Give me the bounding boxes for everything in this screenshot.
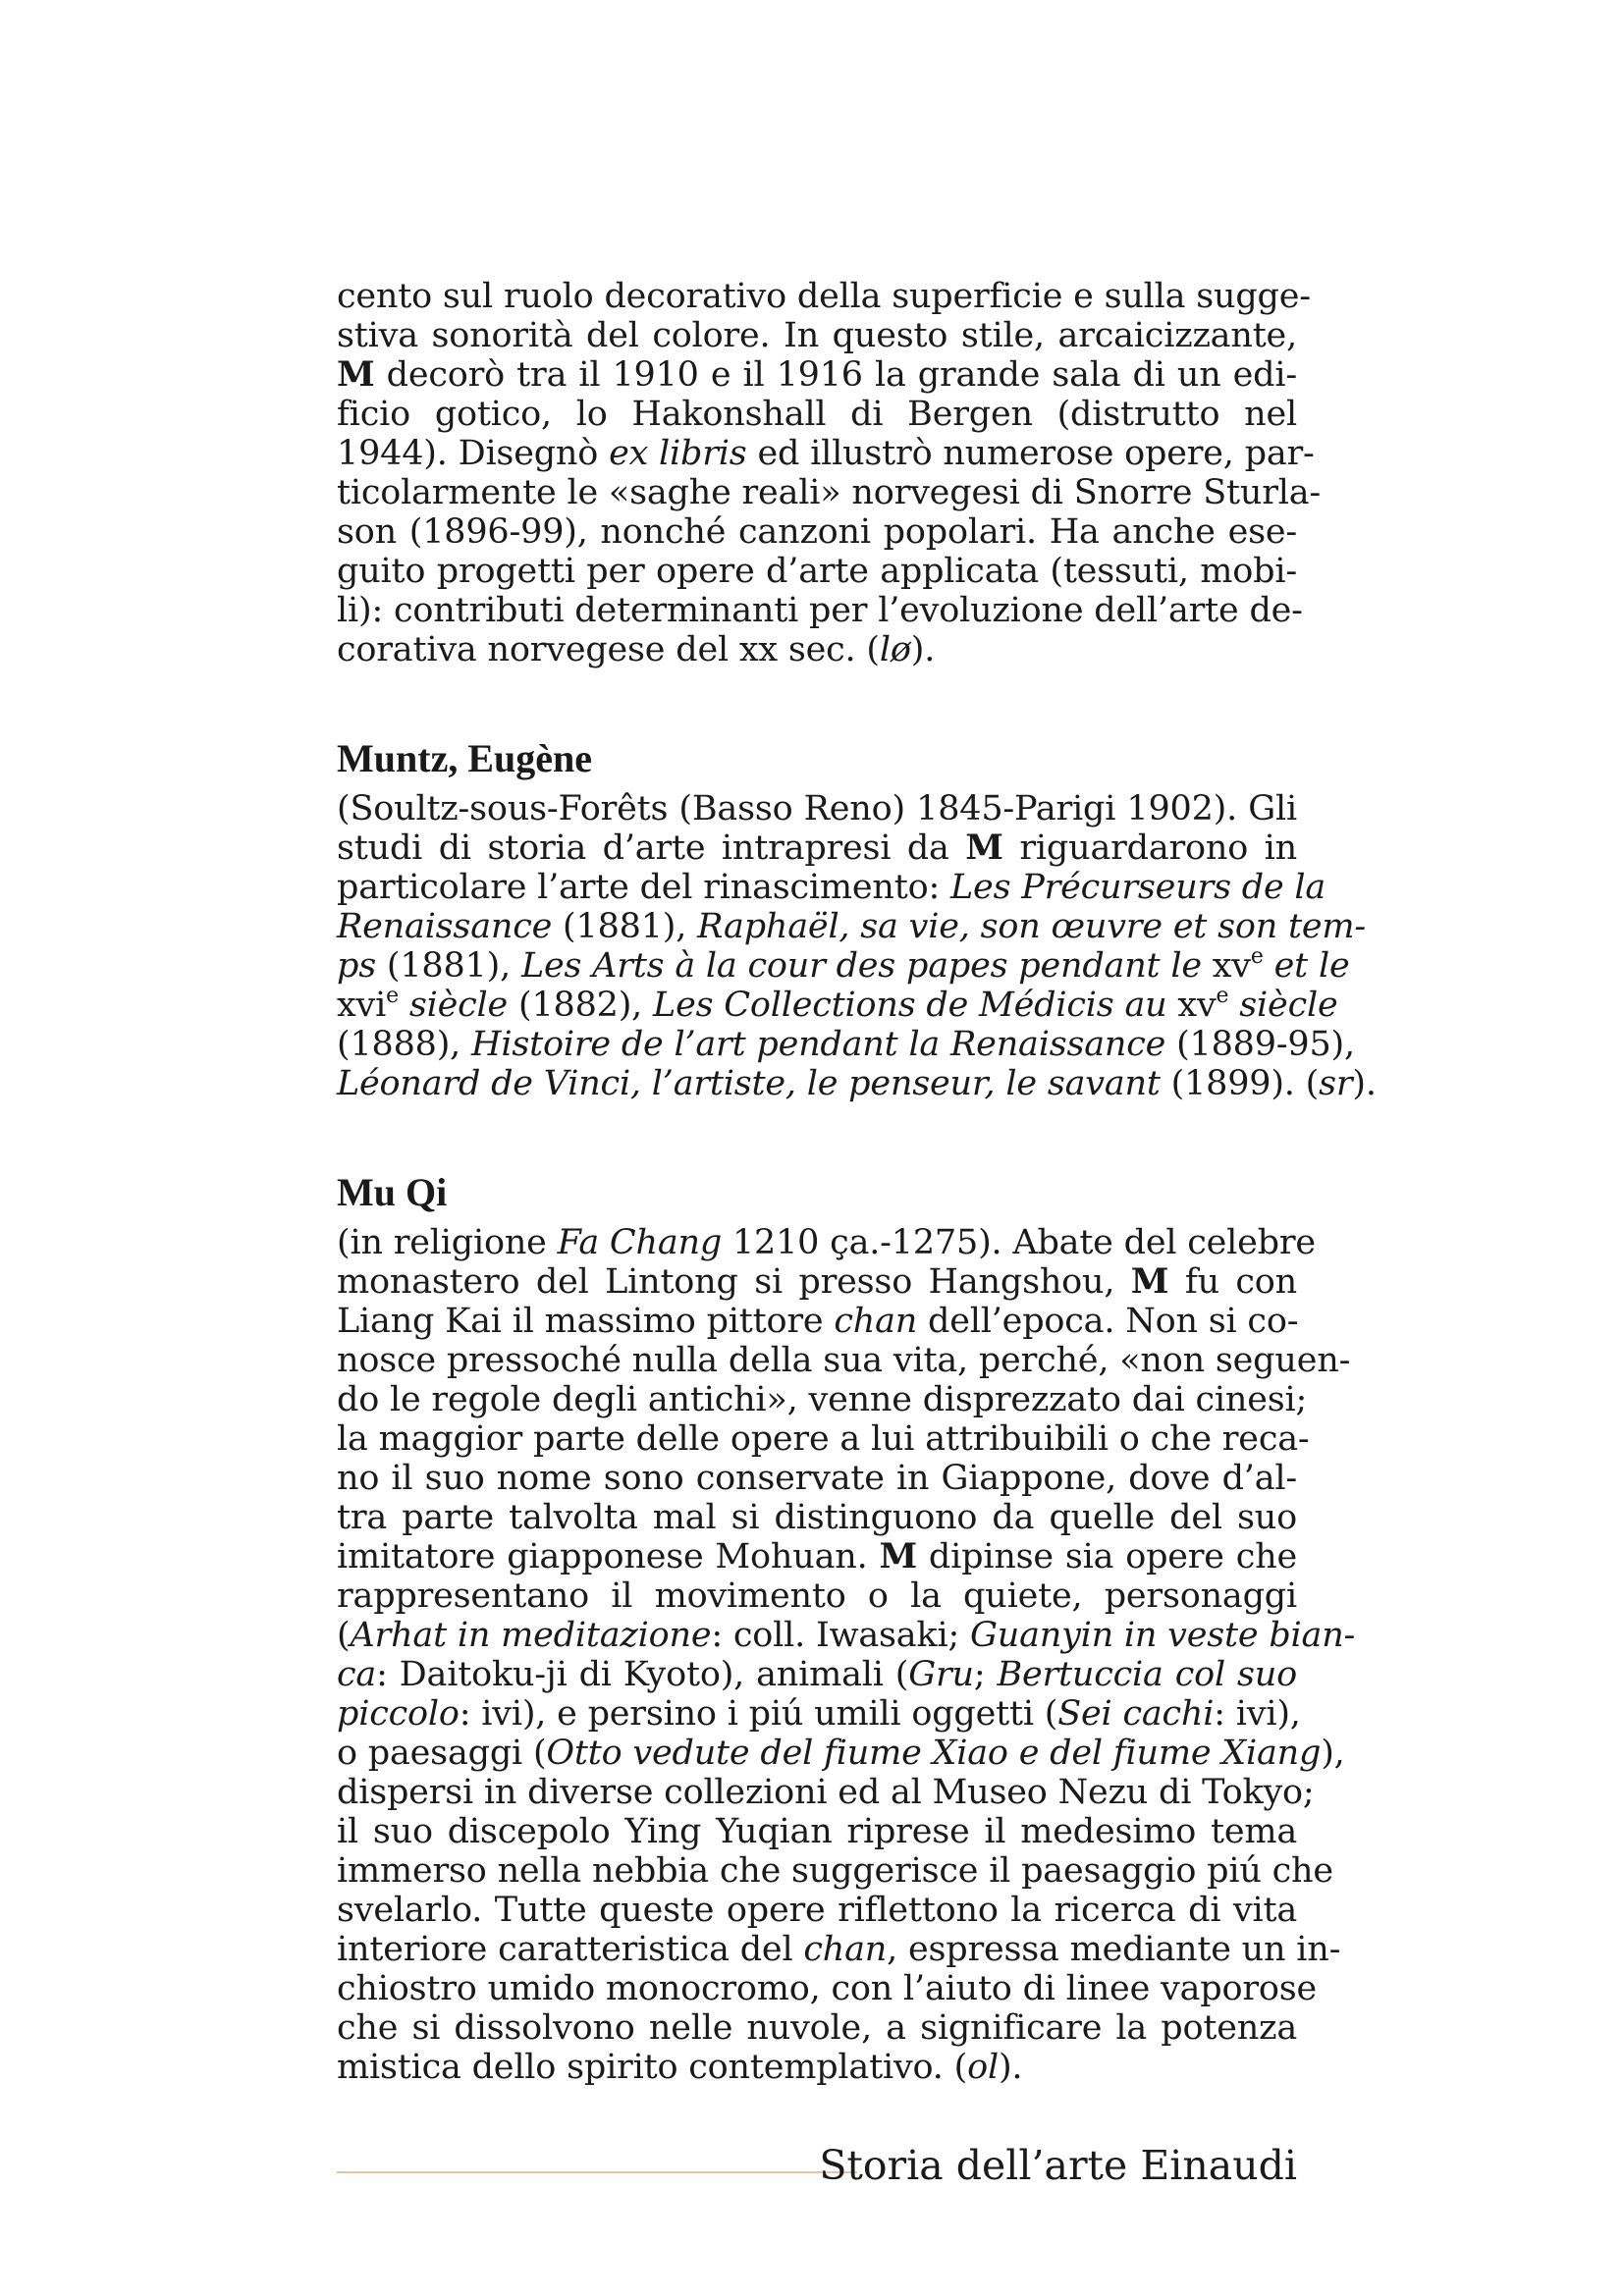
text-line: (in religione Fa Chang 1210 ça.-1275). Abate del celebre	[337, 1223, 1316, 1262]
text-line: ca: Daitoku-ji di Kyoto), animali (Gru; Bertuccia col suo	[337, 1655, 1297, 1694]
text-line: son (1896-99), nonché canzoni popolari. Ha anche ese-	[337, 512, 1297, 552]
text-line: stiva sonorità del colore. In questo stile, arcaicizzante,	[337, 316, 1297, 355]
text-line: mistica dello spirito contemplativo. (ol).	[337, 2048, 1023, 2087]
text-line: Liang Kai il massimo pittore chan dell’epoca. Non si co-	[337, 1302, 1299, 1341]
footer-rule	[337, 2171, 857, 2173]
text-line: tra parte talvolta mal si distinguono da quelle del suo	[337, 1498, 1297, 1537]
text-line: Léonard de Vinci, l’artiste, le penseur, le savant (1899). (sr).	[337, 1064, 1377, 1103]
text-line: il suo discepolo Ying Yuqian riprese il medesimo tema	[337, 1812, 1297, 1851]
text-line: interiore caratteristica del chan, espressa mediante un in-	[337, 1930, 1341, 1969]
text-line: 1944). Disegnò ex libris ed illustrò numerose opere, par-	[337, 434, 1315, 473]
entry-title-mu-qi: Mu Qi	[337, 1170, 448, 1214]
text-line: li): contributi determinanti per l’evoluzione dell’arte de-	[337, 591, 1303, 630]
entry-body-muntz	[337, 789, 1377, 1103]
text-line: monastero del Lintong si presso Hangshou, M fu con	[337, 1261, 1297, 1302]
text-line: svelarlo. Tutte queste opere riflettono la ricerca di vita	[337, 1891, 1297, 1930]
text-line: dispersi in diverse collezioni ed al Museo Nezu di Tokyo;	[337, 1773, 1315, 1812]
text-line: particolare l’arte del rinascimento: Les Précurseurs de la	[337, 868, 1326, 907]
text-line: M decorò tra il 1910 e il 1916 la grande sala di un edi-	[337, 354, 1297, 395]
text-line: ps (1881), Les Arts à la cour des papes pendant le $xv^e$ et le	[337, 944, 1350, 986]
text-line: che si dissolvono nelle nuvole, a significare la potenza	[337, 2008, 1297, 2048]
text-line: imitatore giapponese Mohuan. M dipinse sia opere che	[337, 1536, 1298, 1576]
text-line: (Soultz-sous-Forêts (Basso Reno) 1845-Parigi 1902). Gli	[337, 789, 1297, 828]
text-line: (Arhat in meditazione: coll. Iwasaki; Guanyin in veste bian-	[337, 1616, 1356, 1655]
text-line: ficio gotico, lo Hakonshall di Bergen (distrutto nel	[337, 395, 1297, 434]
text-line: immerso nella nebbia che suggerisce il paesaggio piú che	[337, 1851, 1333, 1891]
text-line: o paesaggi (Otto vedute del fiume Xiao e del fiume Xiang),	[337, 1734, 1345, 1773]
text-line: studi di storia d’arte intrapresi da M riguardarono in	[337, 828, 1297, 868]
text-column	[337, 277, 1377, 2087]
text-line: cento sul ruolo decorativo della superficie e sulla sugge-	[337, 277, 1311, 316]
text-line: rappresentano il movimento o la quiete, personaggi	[337, 1576, 1297, 1616]
text-line: chiostro umido monocromo, con l’aiuto di linee vaporose	[337, 1969, 1318, 2008]
text-line: (1888), Histoire de l’art pendant la Renaissance (1889-95),	[337, 1025, 1355, 1064]
text-line: piccolo: ivi), e persino i piú umili oggetti (Sei cachi: ivi),	[337, 1694, 1301, 1734]
entry-title-muntz: Muntz, Eugène	[337, 736, 592, 780]
text-line: guito progetti per opere d’arte applicata (tessuti, mobi-	[337, 552, 1297, 591]
page-footer	[337, 2140, 1297, 2199]
footer-publisher: Storia dell’arte Einaudi	[819, 2142, 1297, 2189]
intro-paragraph	[337, 277, 1322, 669]
text-line: nosce pressoché nulla della sua vita, perché, «non seguen-	[337, 1341, 1351, 1380]
text-line: xvi$^e$ siècle (1882), Les Collections de Médicis au $xv^e$ siècle	[337, 984, 1338, 1025]
text-line: do le regole degli antichi», venne disprezzato dai cinesi;	[337, 1380, 1308, 1419]
entry-body-mu-qi	[337, 1223, 1356, 2087]
text-line: Renaissance (1881), Raphaël, sa vie, son œuvre et son tem-	[337, 907, 1366, 946]
text-line: la maggior parte delle opere a lui attribuibili o che reca-	[337, 1419, 1310, 1459]
text-line: ticolarmente le «saghe reali» norvegesi di Snorre Sturla-	[337, 473, 1322, 512]
text-line: corativa norvegese del xx sec. (lø).	[337, 630, 936, 669]
text-line: no il suo nome sono conservate in Giappone, dove d’al-	[337, 1459, 1297, 1498]
